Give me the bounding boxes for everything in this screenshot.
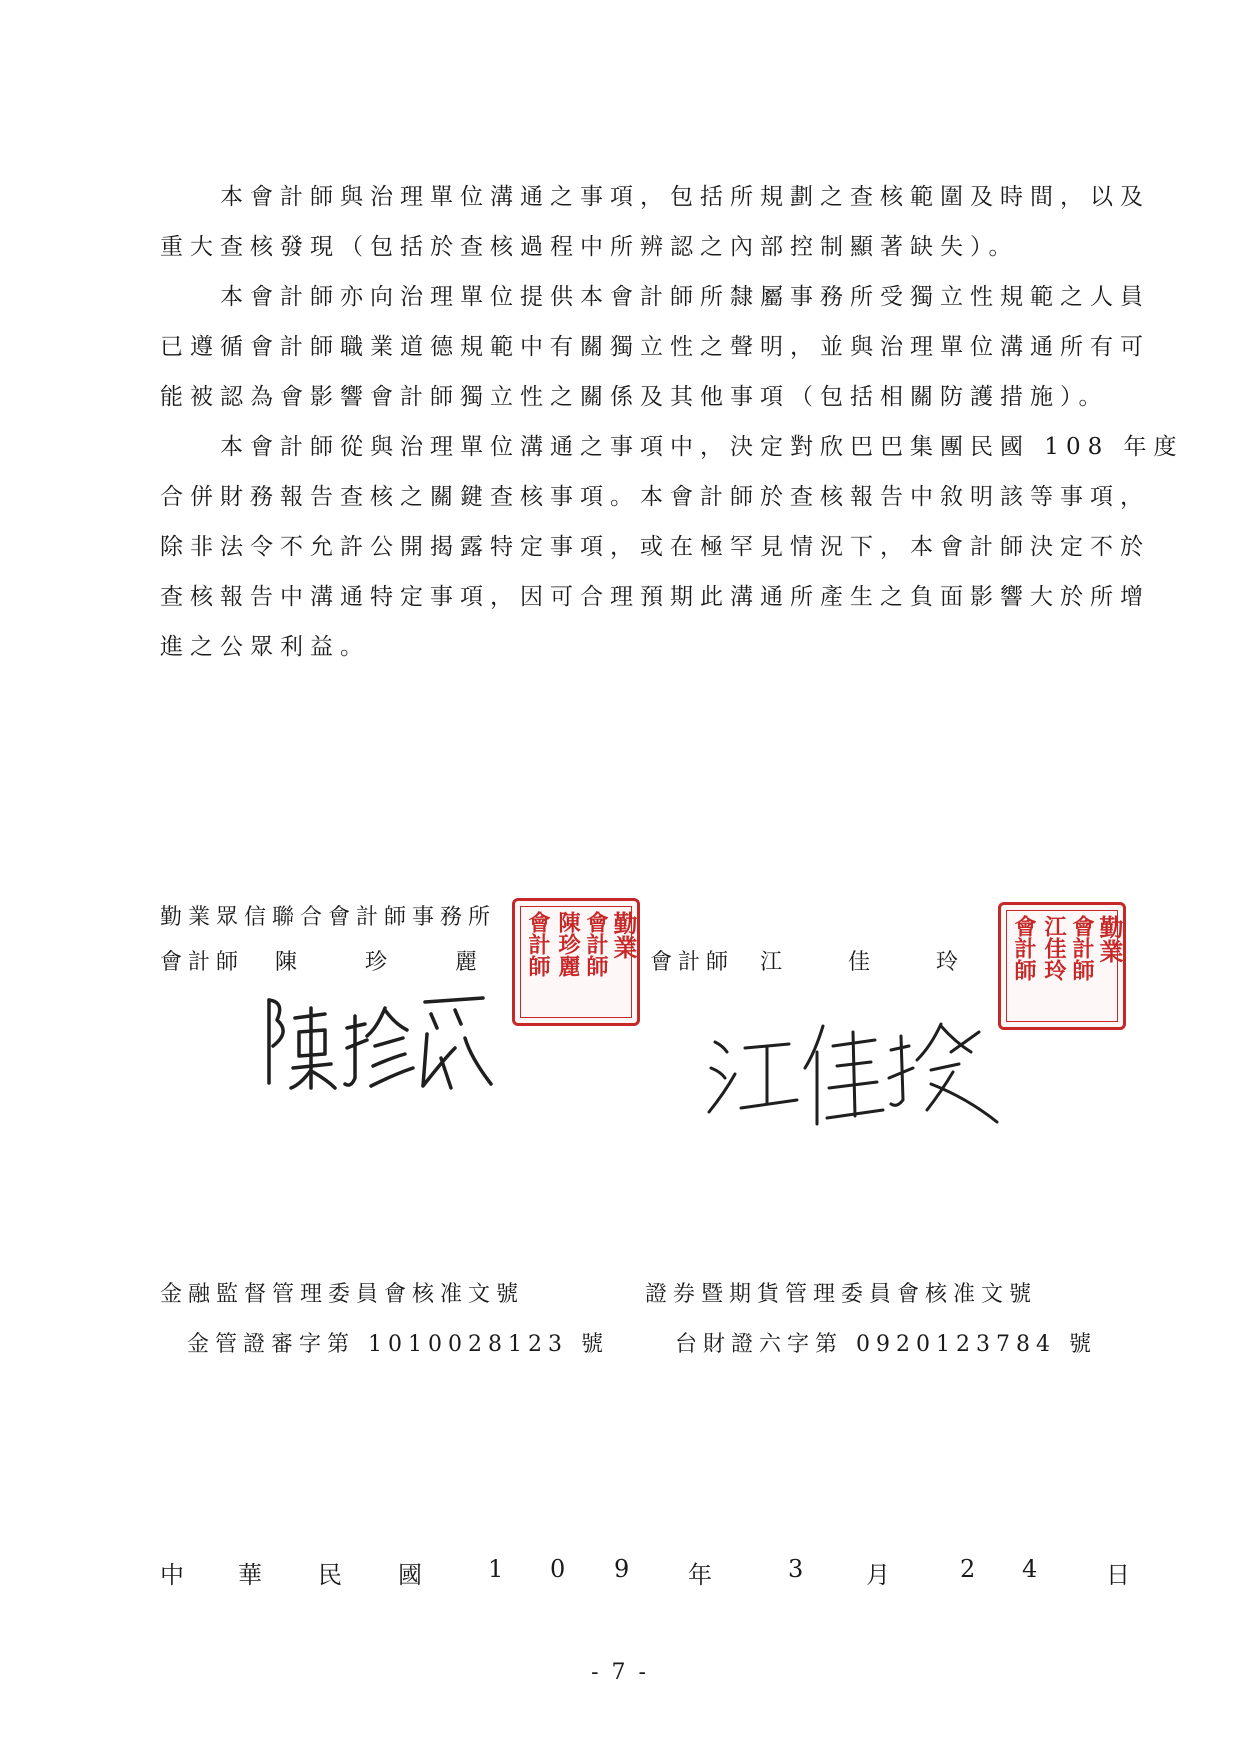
- accountant-2-seal: [998, 902, 1126, 1030]
- accountant-2-name-char: 佳: [848, 950, 877, 975]
- date-char: 國: [398, 1561, 422, 1589]
- paragraph-line: 本會計師從與治理單位溝通之事項中，決定對欣巴巴集團民國 108 年度: [160, 434, 1184, 460]
- date-char: 年: [688, 1561, 712, 1589]
- accountant-1-name-char: 陳: [275, 950, 304, 975]
- accountant-2-title: 會計師: [650, 950, 735, 975]
- seal-text: 勤業: [609, 911, 638, 959]
- paragraph-line: 合併財務報告查核之關鍵查核事項。本會計師於查核報告中敘明該等事項，: [160, 484, 1150, 510]
- date-char: 4: [1022, 1555, 1038, 1583]
- approval-2-number: 台財證六字第 0920123784 號: [675, 1332, 1097, 1357]
- page-number: - 7 -: [591, 1660, 649, 1685]
- seal-text: 陳珍麗: [555, 911, 581, 977]
- date-char: 中: [160, 1561, 184, 1589]
- paragraph-line: 已遵循會計師職業道德規範中有關獨立性之聲明，並與治理單位溝通所有可: [160, 334, 1150, 360]
- accountant-2-name-char: 江: [760, 950, 789, 975]
- date-char: 2: [960, 1555, 976, 1583]
- accountant-1-seal: [512, 898, 640, 1026]
- approval-1-authority: 金融監督管理委員會核准文號: [160, 1282, 525, 1307]
- accountant-1-name-char: 珍: [365, 950, 394, 975]
- paragraph-line: 本會計師與治理單位溝通之事項，包括所規劃之查核範圍及時間，以及: [160, 184, 1150, 210]
- paragraph-3: [160, 422, 1184, 672]
- accountant-1-name-char: 麗: [455, 950, 484, 975]
- date-char: 月: [866, 1561, 890, 1589]
- paragraph-1: [160, 172, 1150, 272]
- date-char: 華: [238, 1561, 262, 1589]
- date-char: 0: [550, 1555, 566, 1583]
- paragraph-line: 除非法令不允許公開揭露特定事項，或在極罕見情況下，本會計師決定不於: [160, 534, 1150, 560]
- date-char: 1: [488, 1555, 504, 1583]
- seal-text: 會計師: [583, 911, 609, 977]
- approval-1-number: 金管證審字第 1010028123 號: [187, 1332, 609, 1357]
- accountant-2-signature: [705, 1012, 1005, 1132]
- seal-text: 勤業: [1095, 915, 1124, 963]
- seal-text: 江佳玲: [1041, 915, 1067, 981]
- paragraph-line: 本會計師亦向治理單位提供本會計師所隸屬事務所受獨立性規範之人員: [160, 284, 1150, 310]
- firm-name: 勤業眾信聯合會計師事務所: [160, 905, 497, 930]
- paragraph-line: 查核報告中溝通特定事項，因可合理預期此溝通所產生之負面影響大於所增: [160, 584, 1150, 610]
- date-char: 9: [614, 1555, 630, 1583]
- paragraph-2: [160, 272, 1150, 422]
- accountant-2-name-char: 玲: [936, 950, 965, 975]
- accountant-1-signature: [255, 988, 495, 1098]
- date-char: 民: [318, 1561, 342, 1589]
- date-char: 日: [1106, 1561, 1130, 1589]
- paragraph-line: 重大查核發現（包括於查核過程中所辨認之內部控制顯著缺失）。: [160, 234, 1019, 260]
- seal-text: 會計師: [525, 911, 551, 977]
- approval-2-authority: 證券暨期貨管理委員會核准文號: [645, 1282, 1038, 1307]
- paragraph-line: 能被認為會影響會計師獨立性之關係及其他事項（包括相關防護措施）。: [160, 384, 1109, 410]
- seal-text: 會計師: [1069, 915, 1095, 981]
- paragraph-line: 進之公眾利益。: [160, 634, 370, 660]
- report-date: [160, 1555, 1132, 1595]
- seal-text: 會計師: [1011, 915, 1037, 981]
- accountant-1-title: 會計師: [160, 950, 245, 975]
- date-char: 3: [788, 1555, 804, 1583]
